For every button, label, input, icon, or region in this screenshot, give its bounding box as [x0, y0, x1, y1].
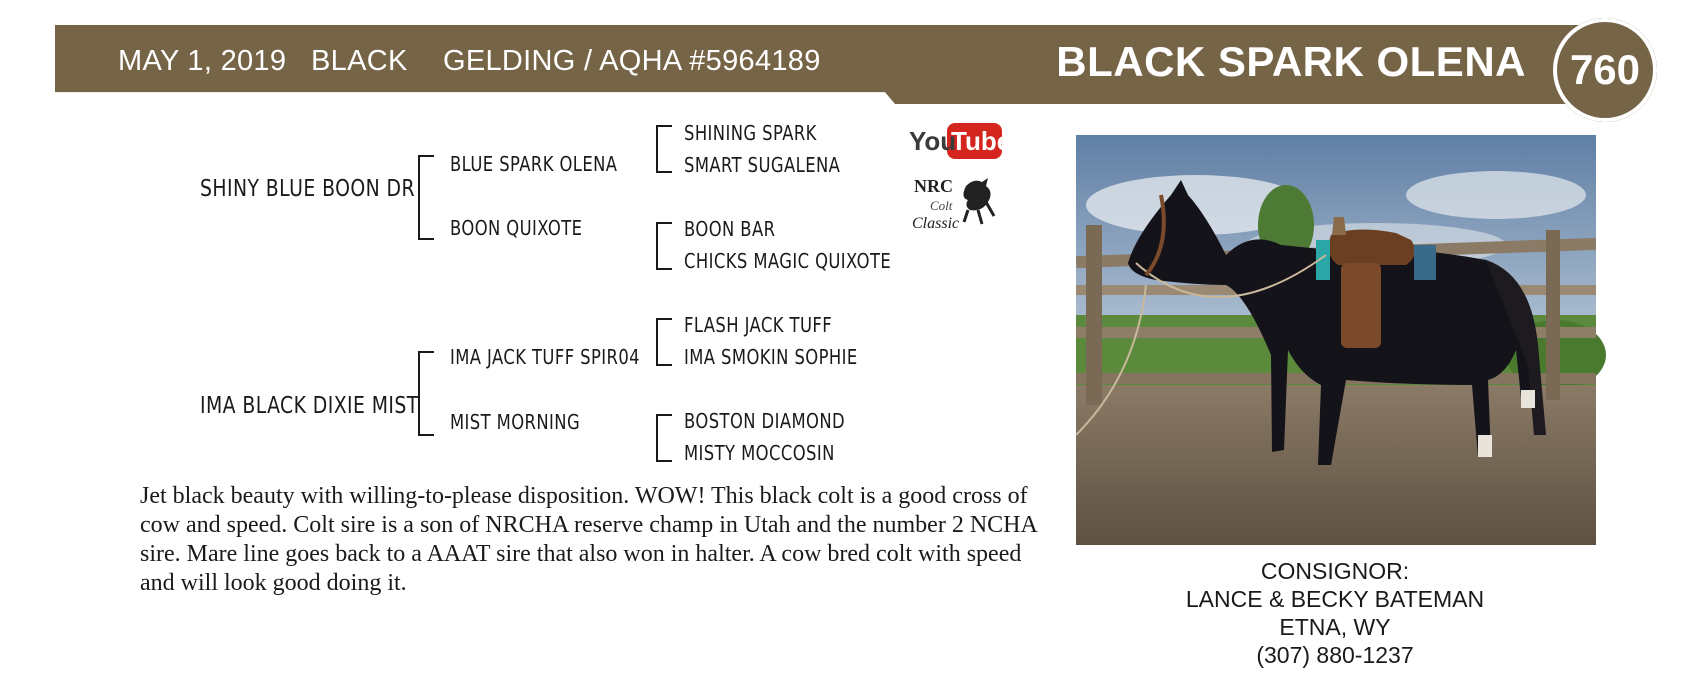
bracket — [656, 125, 672, 173]
lot-number-badge: 760 — [1553, 18, 1657, 122]
svg-text:R: R — [927, 176, 940, 196]
horse-color: BLACK — [311, 45, 408, 77]
horse-photo — [1076, 135, 1596, 545]
nrcha-colt-classic-logo — [908, 172, 1000, 236]
sale-date: MAY 1, 2019 — [118, 45, 287, 77]
svg-text:Classic: Classic — [912, 215, 960, 232]
pedigree-dam: IMA BLACK DIXIE MIST — [200, 393, 419, 419]
svg-text:C: C — [940, 176, 953, 196]
pedigree-sire-sire: BLUE SPARK OLENA — [450, 152, 618, 176]
pedigree-dam-sire-dam: IMA SMOKIN SOPHIE — [684, 345, 858, 369]
consignor-block — [1130, 557, 1540, 669]
bracket — [656, 414, 672, 462]
horse-description: Jet black beauty with willing-to-please disposition. WOW! This black colt is a good cross of cow and speed. Colt sire is a son of NRCHA reserve champ in Utah and the number 2 NCHA sire. Mare line goes back to a AAAT sire that also won in halter. A cow bred colt with speed and will look good doing it. — [140, 483, 1037, 596]
pedigree-dam-dam: MIST MORNING — [450, 410, 581, 434]
registration: GELDING / AQHA #5964189 — [443, 45, 821, 77]
pedigree-dam-dam-sire: BOSTON DIAMOND — [684, 409, 846, 433]
svg-text:Colt: Colt — [930, 198, 953, 213]
pedigree-sire-dam-sire: BOON BAR — [684, 217, 776, 241]
consignor-phone: (307) 880-1237 — [1256, 642, 1414, 668]
consignor-name: LANCE & BECKY BATEMAN — [1185, 586, 1485, 612]
youtube-you-text: You — [909, 126, 957, 156]
youtube-logo[interactable] — [908, 122, 1012, 160]
bracket — [418, 155, 434, 240]
pedigree-sire-sire-sire: SHINING SPARK — [684, 121, 817, 145]
youtube-tube-text: Tube — [951, 126, 1012, 156]
bracket — [656, 318, 672, 366]
bracket — [656, 222, 672, 270]
horse-name: BLACK SPARK OLENA — [1056, 38, 1526, 85]
pedigree-sire-dam: BOON QUIXOTE — [450, 216, 583, 240]
pedigree-sire-sire-dam: SMART SUGALENA — [684, 153, 841, 177]
consignor-location: ETNA, WY — [1279, 614, 1391, 640]
bracket — [418, 351, 434, 436]
pedigree-sire-dam-dam: CHICKS MAGIC QUIXOTE — [684, 249, 892, 273]
pedigree-dam-sire-sire: FLASH JACK TUFF — [684, 313, 833, 337]
pedigree-sire: SHINY BLUE BOON DR — [200, 176, 415, 202]
pedigree-dam-sire: IMA JACK TUFF SPIR04 — [450, 345, 641, 369]
svg-text:N: N — [914, 176, 927, 196]
consignor-label: CONSIGNOR: — [1260, 558, 1410, 584]
pedigree-dam-dam-dam: MISTY MOCCOSIN — [684, 441, 835, 465]
